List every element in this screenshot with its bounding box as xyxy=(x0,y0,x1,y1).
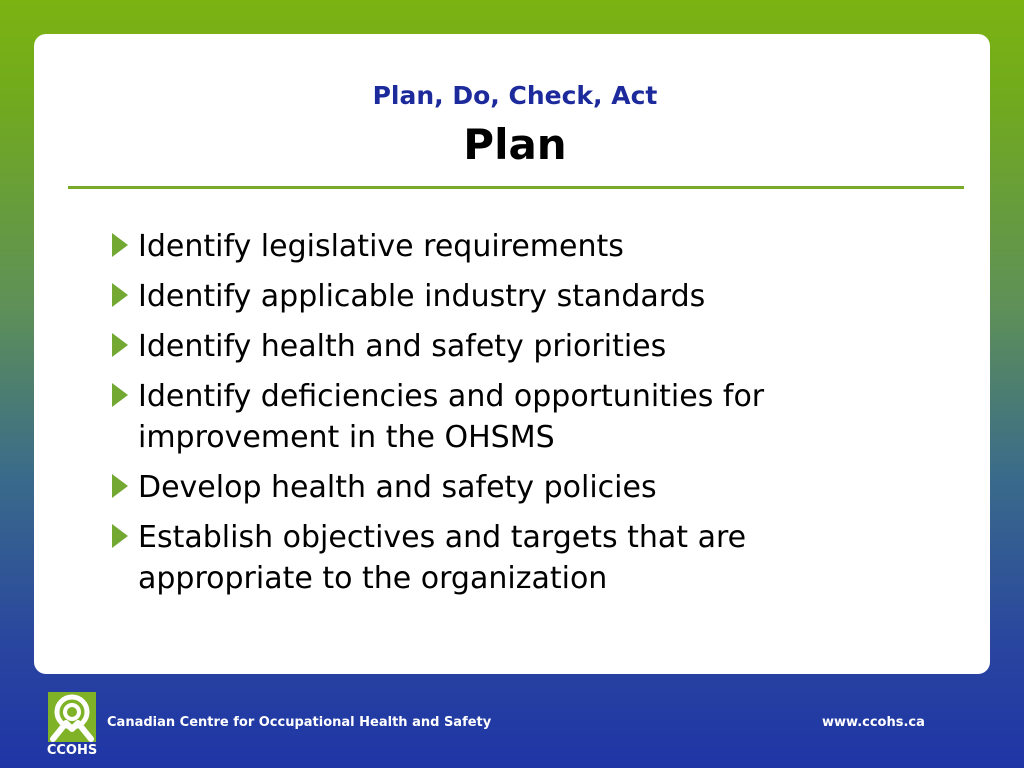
bullet-text: Develop health and safety policies xyxy=(138,470,657,505)
triangle-right-icon xyxy=(112,383,128,407)
bullet-list xyxy=(112,226,892,608)
bullet-item xyxy=(112,226,892,267)
slide-title: Plan xyxy=(463,120,567,169)
bullet-item xyxy=(112,376,892,458)
ccohs-logo xyxy=(44,690,100,760)
triangle-right-icon xyxy=(112,333,128,357)
triangle-right-icon xyxy=(112,474,128,498)
bullet-text: Identify deficiencies and opportunities for improvement in the OHSMS xyxy=(138,379,765,455)
bullet-item xyxy=(112,517,892,599)
bullet-text: Identify applicable industry standards xyxy=(138,279,706,314)
organization-name: Canadian Centre for Occupational Health and Safety xyxy=(107,715,492,730)
bullet-item xyxy=(112,467,892,508)
bullet-text: Identify legislative requirements xyxy=(138,229,624,264)
title-divider xyxy=(68,186,964,189)
bullet-item xyxy=(112,276,892,317)
slide-subtitle: Plan, Do, Check, Act xyxy=(372,81,658,110)
logo-text: CCOHS xyxy=(46,743,98,758)
bullet-item xyxy=(112,326,892,367)
bullet-text: Establish objectives and targets that are appropriate to the organization xyxy=(138,520,747,596)
bullet-text: Identify health and safety priorities xyxy=(138,329,667,364)
website-url: www.ccohs.ca xyxy=(822,715,925,730)
triangle-right-icon xyxy=(112,524,128,548)
triangle-right-icon xyxy=(112,233,128,257)
triangle-right-icon xyxy=(112,283,128,307)
